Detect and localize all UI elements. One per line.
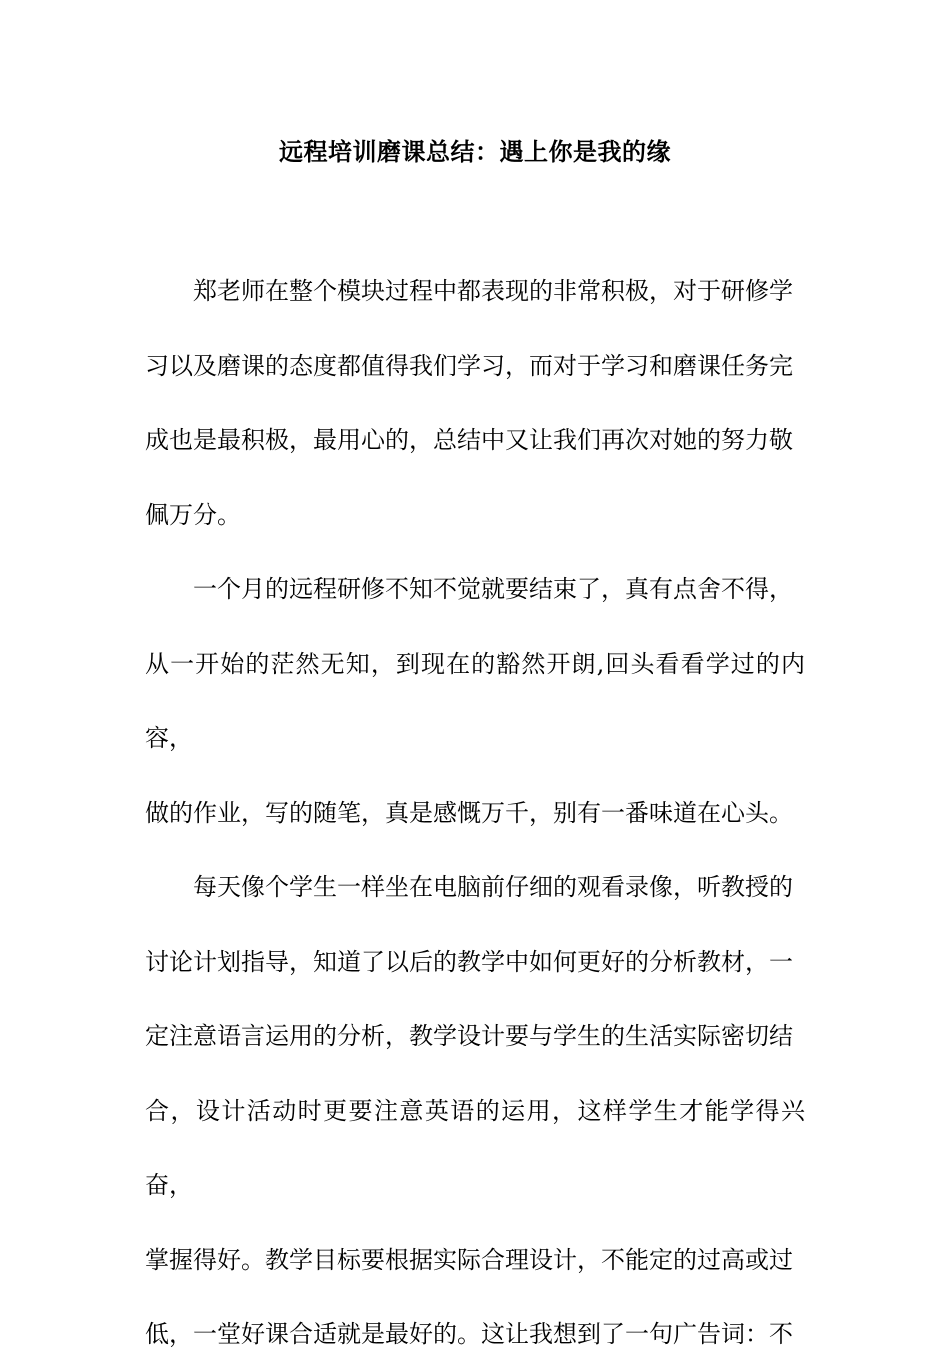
paragraph-1: 郑老师在整个模块过程中都表现的非常积极，对于研修学 习以及磨课的态度都值得我们学习，而对于学习和磨课任务完 成也是最积极，最用心的，总结中又让我们再次对她的努力敬 佩万分。	[145, 277, 793, 529]
document-body	[145, 254, 805, 1372]
paragraph-3: 每天像个学生一样坐在电脑前仔细的观看录像，听教授的 讨论计划指导，知道了以后的教学中如何更好的分析教材，一 定注意语言运用的分析，教学设计要与学生的生活实际密切结 合，设计活动时更要注意英语的运用，这样学生才能学得兴奋， 掌握得好。教学目标要根据实际合理设计，不能定的过高或过 低，一堂好课合适就是最好的。这让我想到了一句广告词：不	[145, 873, 805, 1348]
paragraph-2: 一个月的远程研修不知不觉就要结束了，真有点舍不得， 从一开始的茫然无知，到现在的豁然开朗,回头看看学过的内容， 做的作业，写的随笔，真是感慨万千，别有一番味道在心头。	[145, 575, 805, 827]
document-title: 远程培训磨课总结：遇上你是我的缘	[279, 137, 671, 166]
